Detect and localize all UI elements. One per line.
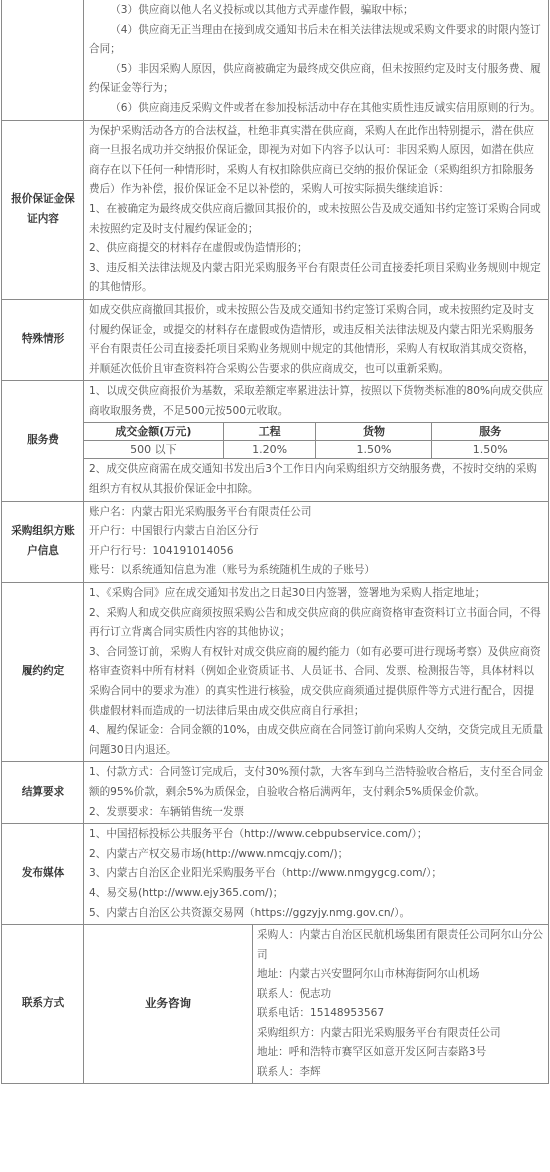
guarantee-row xyxy=(2,120,549,299)
contact-row xyxy=(2,925,549,1084)
guarantee-paragraph: 3、违反相关法律法规及内蒙古阳光采购服务平台有限责任公司直接委托项目采购业务规则中规定的其他情形。 xyxy=(89,261,541,294)
contact-subtable xyxy=(84,925,548,1083)
account-line: 开户行：中国银行内蒙古自治区分行 xyxy=(89,525,259,538)
tender-terms-table xyxy=(1,0,549,1084)
guarantee-paragraph: 1、在被确定为最终成交供应商后撤回其报价的，或未按照公告及成交通知书约定签订采购合同或未按照约定及时支付履约保证金的； xyxy=(89,202,541,235)
account-content xyxy=(84,501,549,582)
performance-paragraph: 1、《采购合同》应在成交通知书发出之日起30日内签署，签署地为采购人指定地址； xyxy=(89,587,486,600)
guarantee-label: 报价保证金保证内容 xyxy=(2,120,84,299)
performance-label: 履约约定 xyxy=(2,583,84,762)
contact-content xyxy=(84,925,549,1084)
settlement-paragraph: 1、付款方式：合同签订完成后，支付30%预付款，大客车到乌兰浩特验收合格后，支付至合同金额的95%价款，剩余5%为质保金，自验收合格后满两年，支付剩余5%质保金价款。 xyxy=(89,766,544,798)
performance-paragraph: 4、履约保证金：合同金额的10%，由成交供应商在合同签订前向采购人交纳，交货完成且无质量问题30日内退还。 xyxy=(89,724,544,756)
service-fee-row xyxy=(2,381,549,501)
contact-line: 联系人：李辉 xyxy=(257,1065,321,1078)
media-item: 1、中国招标投标公共服务平台（http://www.cebpubservice.com/）； xyxy=(89,828,428,841)
media-content xyxy=(84,824,549,925)
settlement-paragraph: 2、发票要求：车辆销售统一发票 xyxy=(89,805,245,818)
penalty-cases-content xyxy=(84,0,549,120)
penalty-item: （5）非因采购人原因，供应商被确定为最终成交供应商，但未按照约定及时支付服务费、履约保证金等行为； xyxy=(89,62,541,95)
special-row xyxy=(2,299,549,380)
media-item: 3、内蒙古自治区企业阳光采购服务平台（http://www.nmgygcg.com/）； xyxy=(89,867,443,880)
penalty-item: （6）供应商违反采购文件或者在参加投标活动中存在其他实质性违反诚实信用原则的行为。 xyxy=(110,101,541,114)
contact-line: 采购组织方：内蒙古阳光采购服务平台有限责任公司 xyxy=(257,1026,501,1039)
fee-table-row xyxy=(84,441,548,459)
account-row xyxy=(2,501,549,582)
fee-header-engineering: 工程 xyxy=(223,423,316,441)
fee-cell-amount: 500 以下 xyxy=(84,441,223,459)
empty-label-cell xyxy=(2,0,84,120)
fee-header-service: 服务 xyxy=(432,423,548,441)
fee-cell-engineering: 1.20% xyxy=(223,441,316,459)
media-row xyxy=(2,824,549,925)
account-line: 账户名：内蒙古阳光采购服务平台有限责任公司 xyxy=(89,505,312,518)
media-item: 2、内蒙古产权交易市场(http://www.nmcqjy.com/)； xyxy=(89,847,349,860)
settlement-label: 结算要求 xyxy=(2,762,84,824)
tender-document xyxy=(1,0,549,1084)
fee-cell-service: 1.50% xyxy=(432,441,548,459)
special-label: 特殊情形 xyxy=(2,299,84,380)
settlement-row xyxy=(2,762,549,824)
special-content xyxy=(84,299,549,380)
media-item: 5、内蒙古自治区公共资源交易网（https://ggzyjy.nmg.gov.cn/）。 xyxy=(89,906,411,919)
account-label: 采购组织方账户信息 xyxy=(2,501,84,582)
guarantee-paragraph: 2、供应商提交的材料存在虚假或伪造情形的； xyxy=(89,242,308,255)
penalty-cases-row xyxy=(2,0,549,120)
fee-header-amount: 成交金额(万元) xyxy=(84,423,223,441)
contact-sublabel: 业务咨询 xyxy=(84,925,253,1083)
penalty-item: （3）供应商以他人名义投标或以其他方式弄虚作假，骗取中标； xyxy=(110,4,414,16)
service-fee-intro: 1、以成交供应商报价为基数，采取差额定率累进法计算，按照以下货物类标准的80%向成交供应商收取服务费，不足500元按500元收取。 xyxy=(89,385,544,417)
performance-paragraph: 3、合同签订前，采购人有权针对成交供应商的履约能力（如有必要可进行现场考察）及供应商资格审查资料中所有材料（例如企业资质证书、人员证书、合同、发票、检测报告等，具体材料以采购合同中的要求为准）的真实性进行核验，成交供应商须通过提供原件等方式进行配合，因提供虚假材料而造成的一切法律后果由成交供应商自行承担； xyxy=(89,645,541,717)
performance-paragraph: 2、采购人和成交供应商须按照采购公告和成交供应商的供应商资格审查资料订立书面合同，不得再行订立背离合同实质性内容的其他协议； xyxy=(89,606,541,639)
media-item: 4、易交易(http://www.ejy365.com/)； xyxy=(89,886,284,899)
contact-line: 采购人：内蒙古自治区民航机场集团有限责任公司阿尔山分公司 xyxy=(257,929,544,961)
contact-line: 地址：呼和浩特市赛罕区如意开发区阿吉泰路3号 xyxy=(257,1046,487,1059)
service-fee-content xyxy=(84,381,549,501)
fee-header-goods: 货物 xyxy=(316,423,432,441)
contact-line: 联系人：倪志功 xyxy=(257,987,332,1000)
fee-cell-goods: 1.50% xyxy=(316,441,432,459)
media-label: 发布媒体 xyxy=(2,824,84,925)
contact-label: 联系方式 xyxy=(2,925,84,1084)
service-fee-label: 服务费 xyxy=(2,381,84,501)
fee-table-header xyxy=(84,423,548,441)
service-fee-note: 2、成交供应商需在成交通知书发出后3个工作日内向采购组织方交纳服务费，不按时交纳的采购组织方有权从其报价保证金中扣除。 xyxy=(89,463,537,496)
penalty-item: （4）供应商无正当理由在接到成交通知书后未在相关法律法规或采购文件要求的时限内签订合同； xyxy=(89,23,541,56)
guarantee-content xyxy=(84,120,549,299)
account-line: 账号：以系统通知信息为准（账号为系统随机生成的子账号） xyxy=(89,564,376,577)
special-paragraph: 如成交供应商撤回其报价，或未按照公告及成交通知书约定签订采购合同，或未按照约定及时支付履约保证金，或提交的材料存在虚假或伪造情形，或违反相关法律法规及内蒙古阳光采购服务平台有限责任公司直接委托项目采购业务规则中规定的其他情形，采购人有权取消其成交资格，并顺延次低价且审查资料符合采购公告要求的供应商成交，也可以重新采购。 xyxy=(89,303,534,375)
contact-line: 联系电话：15148953567 xyxy=(257,1007,385,1020)
performance-row xyxy=(2,583,549,762)
fee-rate-table xyxy=(84,422,548,459)
guarantee-paragraph: 为保护采购活动各方的合法权益，杜绝非真实潜在供应商，采购人在此作出特别提示，潜在供应商一旦报名成功并交纳报价保证金，即视为对如下内容予以认可：非因采购人原因，如潜在供应商存在以下任何一种情形时，采购人有权扣除供应商已交纳的报价保证金（采购组织方扣除服务费后）作为补偿，报价保证金不足以补偿的，采购人可按实际损失继续追诉： xyxy=(89,124,534,196)
performance-content xyxy=(84,583,549,762)
account-line: 开户行行号：104191014056 xyxy=(89,544,234,557)
settlement-content xyxy=(84,762,549,824)
contact-lines xyxy=(253,925,549,1083)
contact-line: 地址：内蒙古兴安盟阿尔山市林海街阿尔山机场 xyxy=(257,968,480,981)
